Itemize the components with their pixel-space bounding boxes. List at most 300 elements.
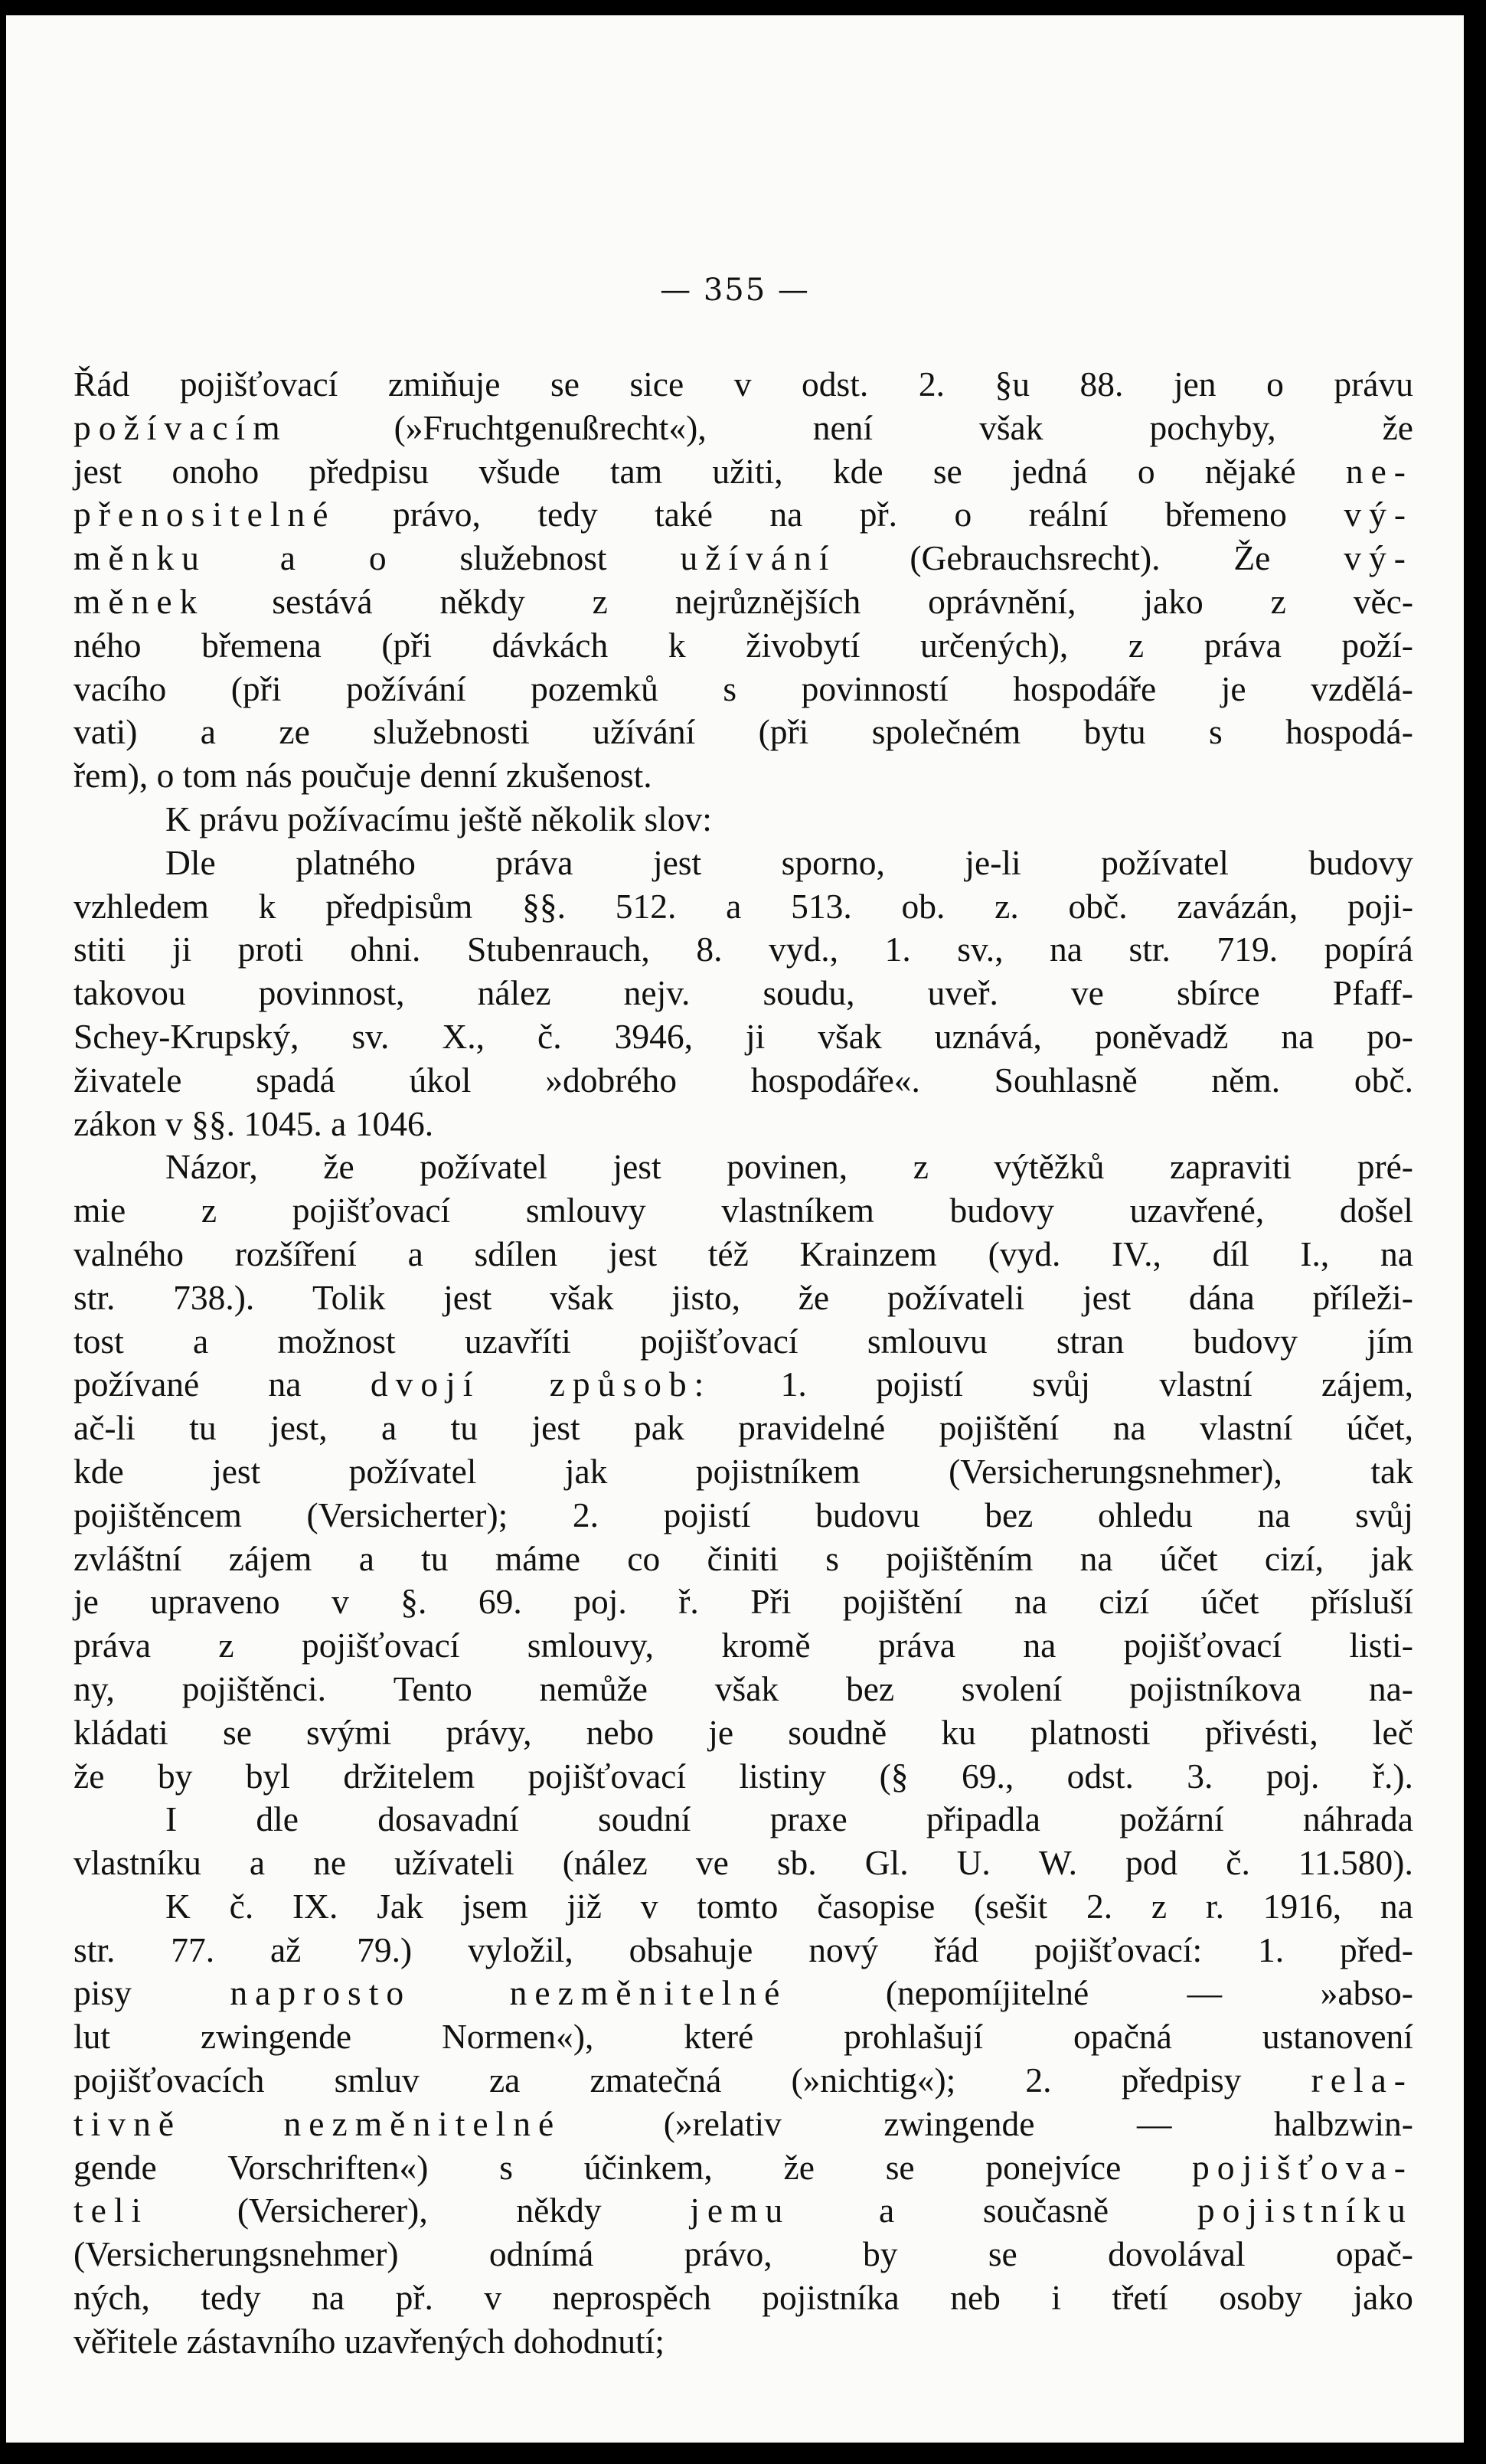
word: neb (950, 2278, 1001, 2318)
word: budovu (815, 1495, 920, 1534)
word: vati) (73, 712, 138, 752)
word: však (979, 407, 1043, 447)
text-line (73, 1276, 1413, 1320)
word: s (499, 2147, 513, 2187)
word: způsob: (549, 1364, 712, 1404)
word: osoby (1219, 2278, 1303, 2318)
word: požívacím (73, 407, 288, 447)
word: K (165, 1886, 191, 1926)
word: ohledu (1098, 1495, 1193, 1534)
text-line (73, 2059, 1413, 2103)
text-line (73, 1450, 1413, 1494)
text-line (73, 363, 1413, 407)
word: jest (612, 1147, 661, 1187)
word: 11.580). (1298, 1843, 1413, 1883)
word: kromě (721, 1626, 811, 1665)
word: (Versicherungsnehmer) (73, 2234, 399, 2274)
word: 2. (918, 364, 945, 404)
word: tu (421, 1538, 449, 1578)
word: ny, (73, 1668, 115, 1708)
word: 719. (1217, 930, 1279, 969)
word: budovy (1193, 1321, 1298, 1361)
word: jest (443, 1277, 492, 1317)
word: »abso- (1320, 1973, 1413, 2013)
word: právu (1334, 364, 1413, 404)
word: 69. (478, 1582, 522, 1622)
word: platného (296, 842, 416, 882)
word: a (200, 712, 216, 752)
word: 1. (884, 930, 911, 969)
text-line (73, 1624, 1413, 1668)
word: dle (256, 1799, 299, 1839)
word: a (193, 1321, 209, 1361)
word: pojistí (663, 1495, 751, 1534)
word: sporno, (781, 842, 885, 882)
word: opačná (1073, 2017, 1172, 2057)
word: k (258, 886, 276, 926)
word: soudu, (763, 973, 855, 1013)
word: na (1050, 930, 1083, 969)
word: jest, (270, 1408, 328, 1448)
text-line: zákon v §§. 1045. a 1046. (73, 1103, 434, 1143)
word: 2. (1086, 1886, 1113, 1926)
word: společném (871, 712, 1021, 752)
word: však (714, 1668, 779, 1708)
text-line (73, 407, 1413, 450)
word: bez (845, 1668, 895, 1708)
word: 3. (1187, 1756, 1213, 1796)
word: před- (1339, 1930, 1413, 1969)
word: takovou (73, 973, 186, 1013)
book-page (6, 15, 1464, 2443)
word: obsahuje (629, 1930, 753, 1969)
text-line (73, 2103, 1413, 2146)
word: již (567, 1886, 602, 1926)
word: náhrada (1302, 1799, 1413, 1839)
word: přivésti, (1204, 1712, 1318, 1752)
word: zavázán, (1177, 886, 1298, 926)
word: smlouvu (867, 1321, 988, 1361)
word: (při (230, 668, 282, 708)
word: budovy (1308, 842, 1413, 882)
word: tomto (697, 1886, 779, 1926)
word: Krainzem (799, 1234, 937, 1273)
word: je (1220, 668, 1246, 708)
word: s (723, 668, 737, 708)
word: břemeno (1164, 495, 1287, 534)
word: soudně (788, 1712, 887, 1752)
word: Schey-Krupský, (73, 1016, 299, 1056)
text-line (73, 2276, 1413, 2320)
word: v (733, 364, 752, 404)
word: jako (1353, 2278, 1413, 2318)
word: ř. (678, 1582, 699, 1622)
word: někdy (439, 581, 525, 621)
word: po- (1367, 1016, 1413, 1056)
word: byl (245, 1756, 290, 1796)
word: budovy (949, 1191, 1055, 1230)
word: právo, (684, 2234, 772, 2274)
word: ř.). (1372, 1756, 1413, 1796)
word: ji (745, 1016, 766, 1056)
word: IX. (292, 1886, 338, 1926)
word: v (331, 1582, 349, 1622)
word: nový (808, 1930, 879, 1969)
word: služebnosti (373, 712, 530, 752)
word: tak (1370, 1451, 1413, 1491)
word: ohni. (350, 930, 421, 969)
word: uveř. (927, 973, 998, 1013)
word: povinen, (727, 1147, 848, 1187)
word: ných, (73, 2278, 150, 2318)
word: však (818, 1016, 882, 1056)
word: valného (73, 1234, 185, 1273)
word: ného (73, 625, 142, 665)
text-line (73, 1015, 1413, 1059)
word: jsem (462, 1886, 528, 1926)
text-line (73, 841, 1413, 885)
word: rozšíření (234, 1234, 357, 1273)
word: 69., (961, 1756, 1014, 1796)
word: jest (652, 842, 702, 882)
word: též (707, 1234, 749, 1273)
word: časopise (817, 1886, 936, 1926)
word: povinnost, (258, 973, 405, 1013)
word: odst. (802, 364, 869, 404)
word: nezměnitelné (283, 2103, 562, 2143)
word: na (1281, 1016, 1315, 1056)
word: nezměnitelné (509, 1973, 788, 2013)
word: pojišťovací (527, 1756, 687, 1796)
word: stiti (73, 930, 126, 969)
word: (»Fruchtgenußrecht«), (394, 407, 707, 447)
word: proti (237, 930, 304, 969)
word: mie (73, 1191, 126, 1230)
text-line (73, 1972, 1413, 2015)
word: je (73, 1582, 99, 1622)
word: nález (477, 973, 551, 1013)
word: že (783, 2147, 815, 2187)
word: přenositelné (73, 495, 336, 534)
word: požívané (73, 1364, 200, 1404)
word: (při (758, 712, 809, 752)
word: právy, (446, 1712, 532, 1752)
word: ne (313, 1843, 347, 1883)
word: i (1051, 2278, 1062, 2318)
word: a (726, 886, 742, 926)
word: §§. (522, 886, 566, 926)
word: ob. (901, 886, 945, 926)
word: z (201, 1191, 217, 1230)
word: pozemků (531, 668, 658, 708)
word: jest (212, 1451, 261, 1491)
text-line (73, 1189, 1413, 1233)
word: sestává (272, 581, 373, 621)
word: (»nichtig«); (791, 2060, 956, 2100)
word: oprávnění, (928, 581, 1076, 621)
word: právo, (392, 495, 481, 534)
word: (Versicherungsnehmer), (949, 1451, 1282, 1491)
word: přísluší (1310, 1582, 1413, 1622)
word: řád (934, 1930, 979, 1969)
word: z (1270, 581, 1286, 621)
word: že (798, 1277, 830, 1317)
word: pojišťovací (640, 1321, 799, 1361)
word: uzavříti (464, 1321, 571, 1361)
word: jest (608, 1234, 658, 1273)
word: 8. (696, 930, 723, 969)
word: nemůže (539, 1668, 648, 1708)
word: povinností (801, 668, 949, 708)
text-line (73, 1320, 1413, 1364)
word: bytu (1083, 712, 1146, 752)
word: 2. (572, 1495, 599, 1534)
word: požívatel (1101, 842, 1229, 882)
word: poj. (1266, 1756, 1320, 1796)
word: dovolával (1108, 2234, 1246, 2274)
word: by (863, 2234, 898, 2274)
word: str. (73, 1930, 116, 1969)
word: vzhledem (73, 886, 209, 926)
word: předpisu (309, 451, 429, 491)
text-line (73, 2189, 1413, 2233)
word: a (878, 2191, 895, 2230)
word: pojistníka (762, 2278, 900, 2318)
word: vacího (73, 668, 167, 708)
word: 2. (1025, 2060, 1052, 2100)
word: z (1151, 1886, 1168, 1926)
word: jemu (690, 2191, 791, 2230)
word: ji (171, 930, 192, 969)
word: zwingende (883, 2103, 1035, 2143)
word: měnku (73, 538, 207, 578)
word: na (1079, 1538, 1113, 1578)
word: poněvadž (1094, 1016, 1229, 1056)
word: by (157, 1756, 193, 1796)
text-line (73, 1885, 1413, 1929)
word: Vorschriften«) (227, 2147, 429, 2187)
word: požívání (345, 668, 466, 708)
word: dána (1188, 1277, 1255, 1317)
word: s (1208, 712, 1223, 752)
text-line (73, 972, 1413, 1015)
word: sv., (957, 930, 1004, 969)
word: pod (1125, 1843, 1178, 1883)
word: pojišťovacích (73, 2060, 265, 2100)
word: určených), (920, 625, 1069, 665)
word: užiti, (712, 451, 783, 491)
word: č. (1226, 1843, 1250, 1883)
word: užívání (680, 538, 837, 578)
word: Při (750, 1582, 792, 1622)
word: obč. (1354, 1060, 1413, 1100)
word: dávkách (492, 625, 609, 665)
word: — (1136, 2103, 1172, 2143)
word: práva (73, 1626, 152, 1665)
word: obč. (1068, 886, 1128, 926)
text-line (73, 1798, 1413, 1841)
word: účinkem, (583, 2147, 713, 2187)
word: I., (1300, 1234, 1330, 1273)
word: účet, (1346, 1408, 1413, 1448)
word: jisto, (671, 1277, 740, 1317)
word: upraveno (150, 1582, 280, 1622)
word: se (885, 2147, 915, 2187)
word: č. (537, 1016, 562, 1056)
word: Souhlasně (994, 1060, 1138, 1100)
word: výtěžků (994, 1147, 1105, 1187)
word: na (1112, 1408, 1146, 1448)
word: odnímá (488, 2234, 594, 2274)
word: pré- (1357, 1147, 1413, 1187)
word: užívání (593, 712, 696, 752)
word: svými (306, 1712, 392, 1752)
text-line (73, 1059, 1413, 1103)
word: na (268, 1364, 302, 1404)
word: všude (478, 451, 560, 491)
word: živobytí (746, 625, 861, 665)
word: nejv. (623, 973, 691, 1013)
word: a (381, 1408, 397, 1448)
word: věc- (1353, 581, 1413, 621)
word: praxe (769, 1799, 848, 1839)
word: je-li (965, 842, 1021, 882)
word: leč (1372, 1712, 1413, 1752)
word: o (954, 495, 972, 534)
word: Řád (73, 364, 130, 404)
word: sb. (776, 1843, 817, 1883)
word: ač-li (73, 1408, 136, 1448)
word: vyložil, (468, 1930, 573, 1969)
word: na (1380, 1886, 1413, 1926)
word: I (165, 1799, 178, 1839)
text-line (73, 668, 1413, 711)
word: svůj (1355, 1495, 1413, 1534)
text-line (73, 2146, 1413, 2190)
word: jak (564, 1451, 608, 1491)
word: práva (1203, 625, 1282, 665)
word: Jak (377, 1886, 423, 1926)
word: opač- (1335, 2234, 1413, 2274)
word: v (640, 1886, 658, 1926)
word: v (484, 2278, 502, 2318)
word: ve (1070, 973, 1104, 1013)
word: prohlašují (844, 2017, 984, 2057)
word: práva (877, 1626, 955, 1665)
text-line (73, 493, 1413, 537)
word: něm. (1211, 1060, 1281, 1100)
word: pojišťovací (1123, 1626, 1282, 1665)
word: pojistníkova (1129, 1668, 1302, 1708)
word: zmatečná (590, 2060, 722, 2100)
word: uznává, (934, 1016, 1042, 1056)
word: dvojí (370, 1364, 481, 1404)
word: vý- (1344, 495, 1413, 534)
word: 1. (780, 1364, 807, 1404)
word: které (684, 2017, 754, 2057)
word: Stubenrauch, (466, 930, 650, 969)
word: (nepomíjitelné (885, 1973, 1089, 2013)
word: vlastní (1159, 1364, 1252, 1404)
word: ponejvíce (985, 2147, 1122, 2187)
text-line (73, 1363, 1413, 1407)
text-line: věřitele zástavního uzavřených dohodnutí; (73, 2321, 665, 2361)
word: smluv (334, 2060, 420, 2100)
text-line: řem), o tom nás poučuje denní zkušenost. (73, 756, 652, 796)
word: ze (279, 712, 310, 752)
word: sv. (351, 1016, 390, 1056)
word: kládati (73, 1712, 168, 1752)
text-line (73, 624, 1413, 668)
text-line (73, 537, 1413, 580)
word: (vyd. (988, 1234, 1061, 1273)
word: pojištěncem (73, 1495, 242, 1534)
word: příleži- (1312, 1277, 1413, 1317)
word: gende (73, 2147, 157, 2187)
word: k (668, 625, 686, 665)
word: že (73, 1756, 105, 1796)
word: svolení (961, 1668, 1063, 1708)
word: sbírce (1176, 973, 1260, 1013)
word: činiti (707, 1538, 779, 1578)
word: popírá (1324, 930, 1413, 969)
word: nebo (586, 1712, 655, 1752)
text-line (73, 1494, 1413, 1538)
word: 513. (791, 886, 852, 926)
word: hospodá- (1285, 712, 1413, 752)
word: pojišťovací (179, 364, 338, 404)
word: (§ (879, 1756, 909, 1796)
text-line (73, 1538, 1413, 1581)
word: jen (1173, 364, 1217, 404)
word: zvláštní (73, 1538, 182, 1578)
word: z (218, 1626, 234, 1665)
word: zapraviti (1170, 1147, 1292, 1187)
word: dosavadní (377, 1799, 519, 1839)
word: pojistníkem (695, 1451, 861, 1491)
word: tivně (73, 2103, 182, 2143)
word: možnost (277, 1321, 396, 1361)
word: vzdělá- (1311, 668, 1413, 708)
word: z (592, 581, 608, 621)
text-line (73, 1580, 1413, 1624)
word: účet (1159, 1538, 1218, 1578)
word: a (358, 1538, 374, 1578)
word: že (323, 1147, 354, 1187)
word: a (407, 1234, 423, 1273)
word: stran (1056, 1321, 1125, 1361)
text-line (73, 1233, 1413, 1276)
word: ustanovení (1262, 2017, 1413, 2057)
word: Pfaff- (1332, 973, 1413, 1013)
word: ve (695, 1843, 729, 1883)
word: sice (629, 364, 684, 404)
word: poží- (1341, 625, 1413, 665)
word: 79.) (357, 1930, 413, 1969)
word: poj. (573, 1582, 627, 1622)
word: (Gebrauchsrecht). (910, 538, 1161, 578)
word: pravidelné (738, 1408, 886, 1448)
text-line (73, 1929, 1413, 1972)
word: smlouvy (525, 1191, 646, 1230)
text-line (73, 928, 1413, 972)
word: se (550, 364, 580, 404)
word: kde (832, 451, 883, 491)
word: došel (1339, 1191, 1413, 1230)
word: uzavřené, (1129, 1191, 1265, 1230)
word: listi- (1349, 1626, 1413, 1665)
word: připadla (926, 1799, 1040, 1839)
